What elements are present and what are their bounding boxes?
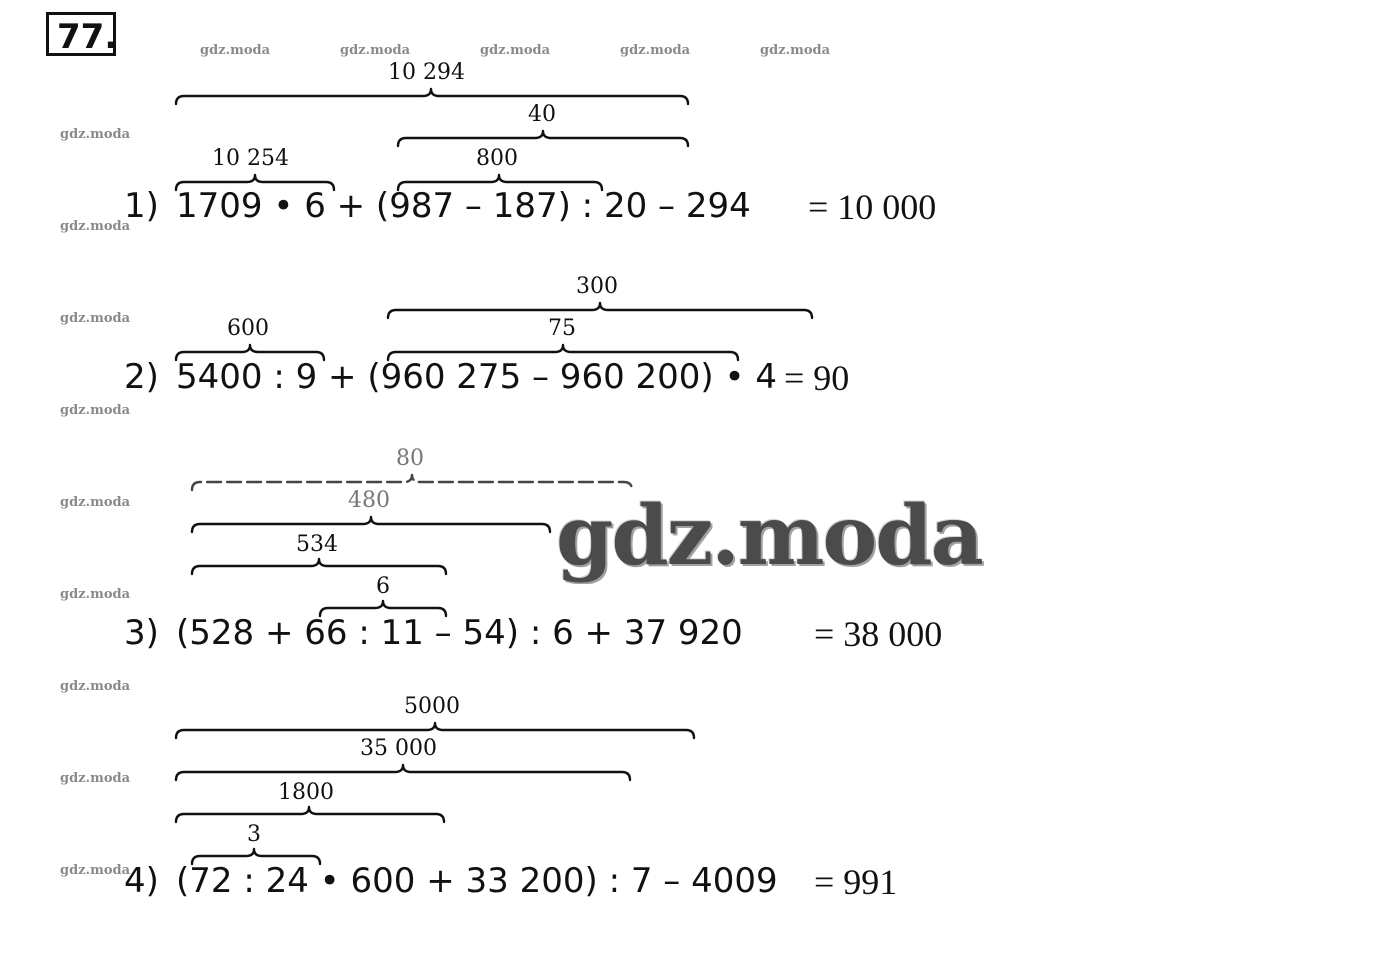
brace bbox=[176, 89, 688, 104]
watermark-text: gdz.moda bbox=[480, 43, 551, 58]
watermark-text: gdz.moda bbox=[60, 863, 131, 878]
brace bbox=[192, 559, 446, 574]
watermark-text: gdz.moda bbox=[60, 587, 131, 602]
brace bbox=[388, 303, 812, 318]
answer: = 991 bbox=[814, 862, 898, 902]
step-result: 40 bbox=[528, 102, 556, 127]
watermark-text: gdz.moda bbox=[60, 219, 131, 234]
problem-label: 3) bbox=[124, 613, 159, 653]
expression: (528 + 66 : 11 – 54) : 6 + 37 920 bbox=[176, 613, 743, 653]
watermark-text: gdz.moda bbox=[60, 495, 131, 510]
problem-label: 2) bbox=[124, 357, 159, 397]
step-result: 6 bbox=[376, 574, 390, 599]
answer: = 90 bbox=[784, 358, 850, 398]
watermark-text: gdz.moda bbox=[340, 43, 411, 58]
expression: 1709 • 6 + (987 – 187) : 20 – 294 bbox=[176, 186, 751, 226]
problem-label: 1) bbox=[124, 186, 159, 226]
step-result: 5000 bbox=[404, 694, 460, 719]
step-result: 75 bbox=[548, 316, 576, 341]
watermark-text: gdz.moda bbox=[60, 771, 131, 786]
task-number: 77. bbox=[46, 12, 116, 56]
step-result: 300 bbox=[576, 274, 618, 299]
step-result: 1800 bbox=[278, 780, 334, 805]
watermark-text: gdz.moda bbox=[60, 311, 131, 326]
step-result: 10 254 bbox=[212, 146, 289, 171]
step-result: 35 000 bbox=[360, 736, 437, 761]
step-result: 80 bbox=[396, 446, 424, 471]
brace bbox=[176, 765, 630, 780]
watermark-logo: gdz.moda bbox=[556, 488, 982, 584]
step-result: 10 294 bbox=[388, 60, 465, 85]
step-result: 3 bbox=[247, 822, 261, 847]
watermark-text: gdz.moda bbox=[760, 43, 831, 58]
brace bbox=[398, 131, 688, 146]
answer: = 38 000 bbox=[814, 614, 943, 654]
brace bbox=[176, 807, 444, 822]
step-result: 800 bbox=[476, 146, 518, 171]
watermark-text: gdz.moda bbox=[620, 43, 691, 58]
watermark-text: gdz.moda bbox=[60, 127, 131, 142]
answer: = 10 000 bbox=[808, 187, 937, 227]
watermark-text: gdz.moda bbox=[60, 403, 131, 418]
problem-label: 4) bbox=[124, 861, 159, 901]
expression: 5400 : 9 + (960 275 – 960 200) • 4 bbox=[176, 357, 777, 397]
expression: (72 : 24 • 600 + 33 200) : 7 – 4009 bbox=[176, 861, 778, 901]
step-result: 480 bbox=[348, 488, 390, 513]
brace bbox=[192, 517, 550, 532]
step-result: 600 bbox=[227, 316, 269, 341]
watermark-text: gdz.moda bbox=[60, 679, 131, 694]
step-result: 534 bbox=[296, 532, 338, 557]
watermark-text: gdz.moda bbox=[200, 43, 271, 58]
